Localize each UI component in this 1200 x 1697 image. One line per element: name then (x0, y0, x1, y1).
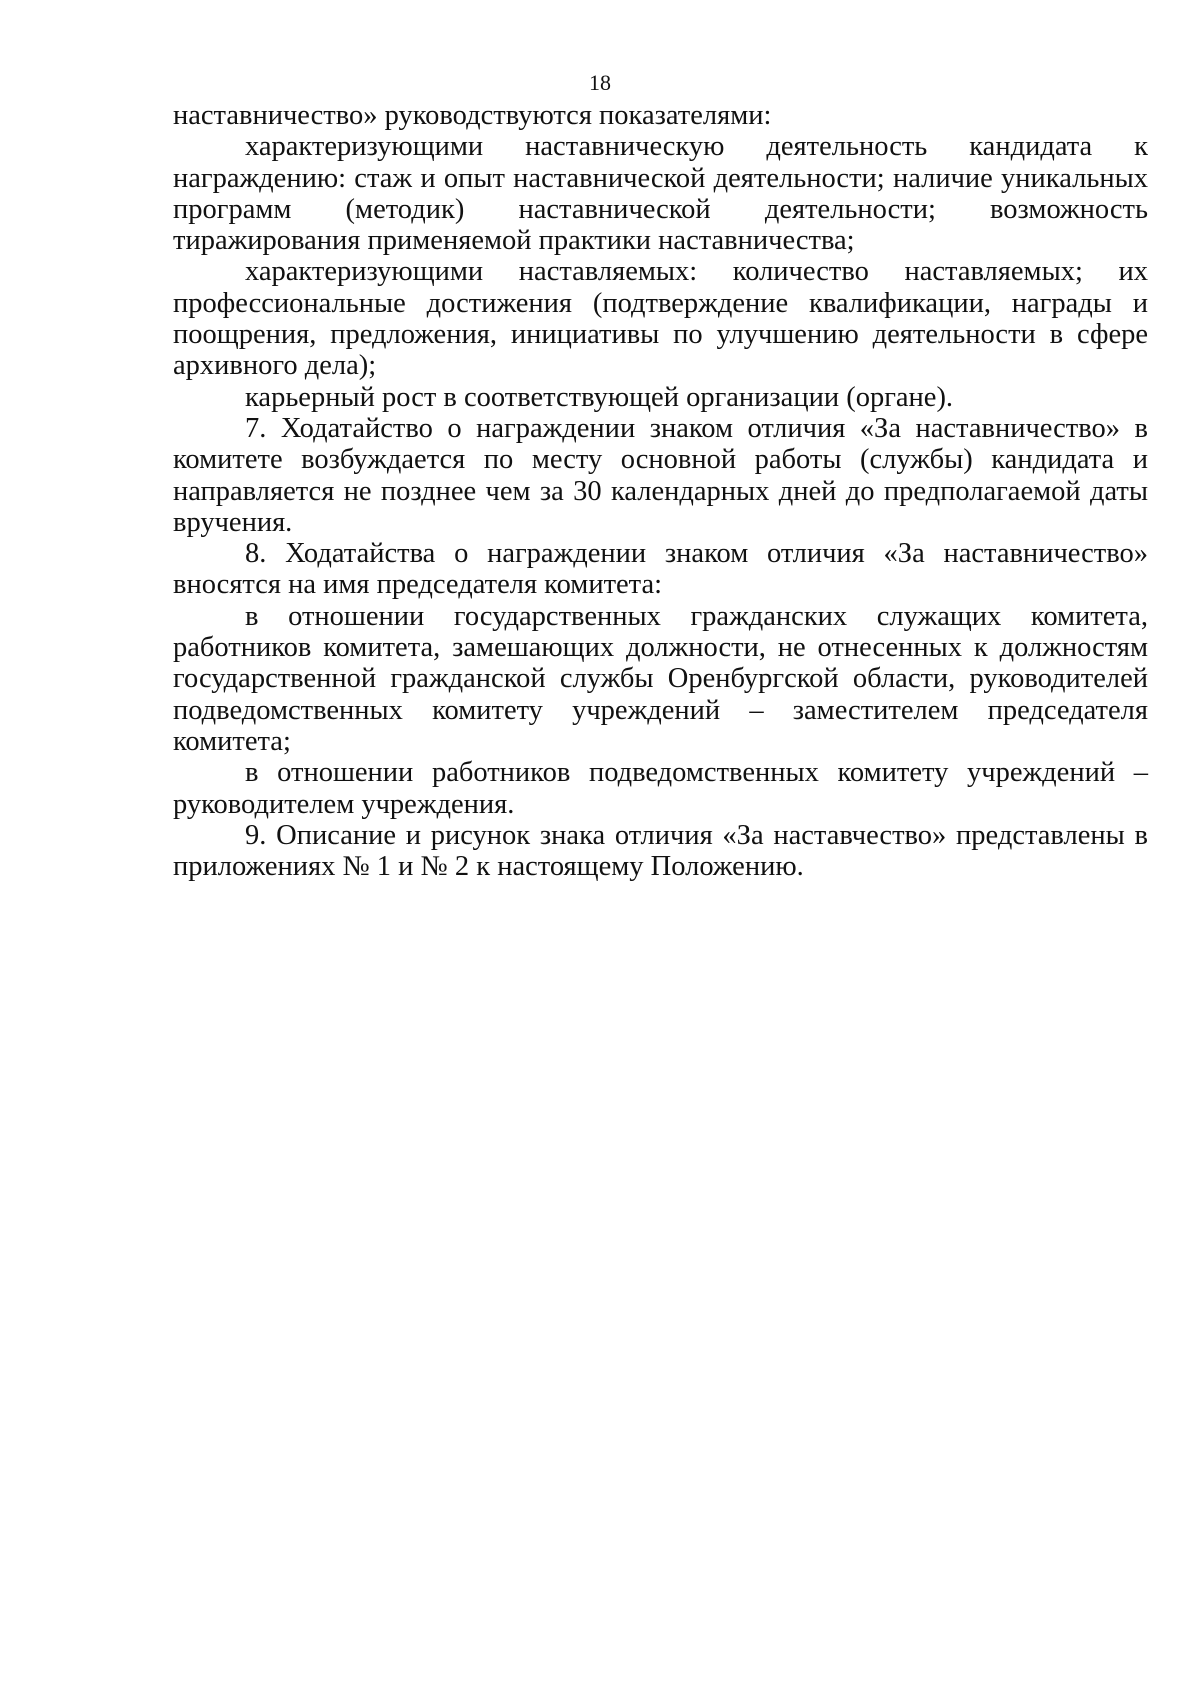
document-body (173, 100, 1148, 882)
page-number: 18 (589, 70, 611, 95)
paragraph-mentee-indicators: характеризующими наставляемых: количество наставляемых; их профессиональные достижения (подтверждение квалификации, награды и поощрения, предложения, инициативы по улучшению деятельности в сфере архивного дела); (173, 256, 1148, 382)
paragraph-institution-employees: в отношении работников подведомственных комитету учреждений – руководителем учреждения. (173, 757, 1148, 820)
paragraph-item-8: 8. Ходатайства о награждении знаком отличия «За наставничество» вносятся на имя председателя комитета: (173, 538, 1148, 601)
paragraph-item-9: 9. Описание и рисунок знака отличия «За наставчество» представлены в приложениях № 1 и № 2 к настоящему Положению. (173, 819, 1148, 883)
paragraph-career-growth: карьерный рост в соответствующей организации (органе). (245, 381, 954, 413)
paragraph-item-7: 7. Ходатайство о награждении знаком отличия «За наставничество» в комитете возбуждается по месту основной работы (службы) кандидата и направляется не позднее чем за 30 календарных дней до предполагаемой даты вручения. (173, 412, 1148, 538)
paragraph-mentor-indicators: характеризующими наставническую деятельность кандидата к награждению: стаж и опыт наставнической деятельности; наличие уникальных программ (методик) наставнической деятельности; возможность тиражирования применяемой практики наставничества; (173, 131, 1148, 257)
paragraph-civil-servants: в отношении государственных гражданских служащих комитета, работников комитета, замешающих должности, не отнесенных к должностям государственной гражданской службы Оренбургской области, руководителей подведомственных комитету учреждений – заместителем председателя комитета; (173, 600, 1148, 757)
paragraph-continuation: наставничество» руководствуются показателями: (173, 100, 772, 131)
